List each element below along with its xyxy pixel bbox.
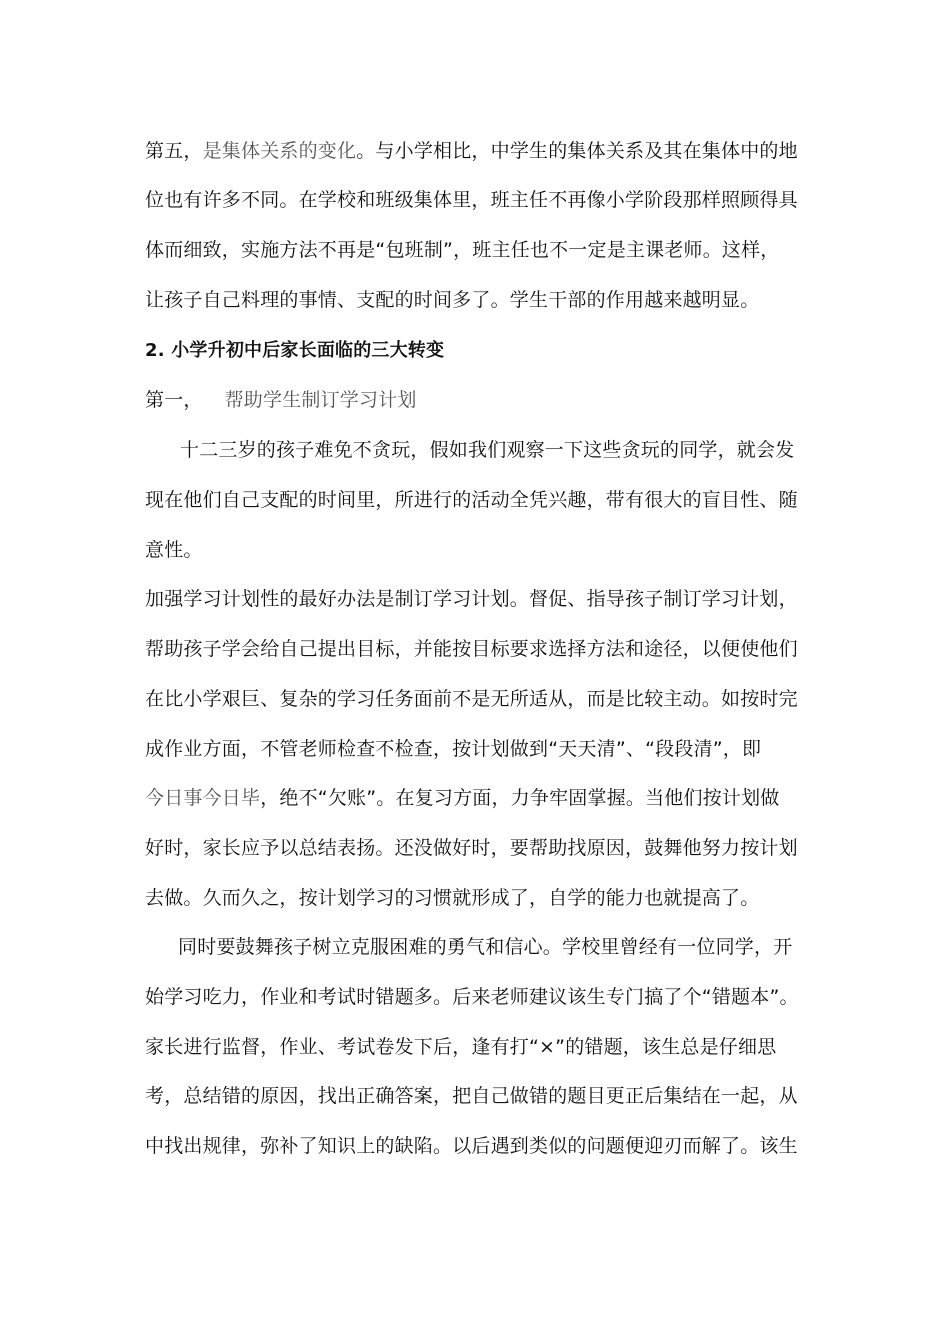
paragraph-line: 意性。 xyxy=(145,539,203,561)
paragraph-line xyxy=(145,785,780,811)
paragraph-line: 去做。久而久之，按计划学习的习惯就形成了，自学的能力也就提高了。 xyxy=(145,887,760,909)
paragraph-line: 同时要鼓舞孩子树立克服困难的勇气和信心。学校里曾经有一位同学，开 xyxy=(178,936,793,958)
subheading-title: 帮助学生制订学习计划 xyxy=(224,389,417,411)
paragraph-line: 十二三岁的孩子难免不贪玩，假如我们观察一下这些贪玩的同学，就会发 xyxy=(180,439,795,461)
paragraph-line: 成作业方面，不管老师检查不检查，按计划做到“天天清”、“段段清”，即 xyxy=(145,738,762,760)
paragraph-line: 中找出规律，弥补了知识上的缺陷。以后遇到类似的问题便迎刃而解了。该生 xyxy=(145,1135,798,1157)
paragraph-line: 帮助孩子学会给自己提出目标，并能按目标要求选择方法和途径，以便使他们 xyxy=(145,638,798,660)
paragraph-line: 加强学习计划性的最好办法是制订学习计划。督促、指导孩子制订学习计划， xyxy=(145,588,798,610)
text-run: 。与小学相比，中学生的集体关系及其在集体中的地 xyxy=(356,140,798,162)
paragraph-line: 位也有许多不同。在学校和班级集体里，班主任不再像小学阶段那样照顾得具 xyxy=(145,189,798,211)
paragraph-line: 家长进行监督，作业、考试卷发下后，逢有打“×”的错题，该生总是仔细思 xyxy=(145,1036,777,1058)
paragraph-line: 现在他们自己支配的时间里，所进行的活动全凭兴趣，带有很大的盲目性、随 xyxy=(145,489,798,511)
text-run: 第五， xyxy=(145,140,203,162)
section-heading: 2. 小学升初中后家长面临的三大转变 xyxy=(145,340,445,361)
paragraph-line: 体而细致，实施方法不再是“包班制”，班主任也不一定是主课老师。这样， xyxy=(145,239,780,261)
paragraph-line: 让孩子自己料理的事情、支配的时间多了。学生干部的作用越来越明显。 xyxy=(145,289,760,311)
paragraph-line xyxy=(145,138,798,164)
paragraph-line: 考，总结错的原因，找出正确答案，把自己做错的题目更正后集结在一起，从 xyxy=(145,1085,798,1107)
paragraph-line: 好时，家长应予以总结表扬。还没做好时，要帮助找原因，鼓舞他努力按计划 xyxy=(145,837,798,859)
text-run: ，绝不“欠账”。在复习方面，力争牢固掌握。当他们按计划做 xyxy=(260,787,780,809)
highlighted-text: 今日事今日毕 xyxy=(145,787,261,809)
subheading-prefix: 第一， xyxy=(145,389,203,411)
paragraph-line: 在比小学艰巨、复杂的学习任务面前不是无所适从，而是比较主动。如按时完 xyxy=(145,688,798,710)
subheading xyxy=(145,387,417,413)
highlighted-text: 是集体关系的变化 xyxy=(202,140,357,162)
paragraph-line: 始学习吃力，作业和考试时错题多。后来老师建议该生专门搞了个“错题本”。 xyxy=(145,986,799,1008)
